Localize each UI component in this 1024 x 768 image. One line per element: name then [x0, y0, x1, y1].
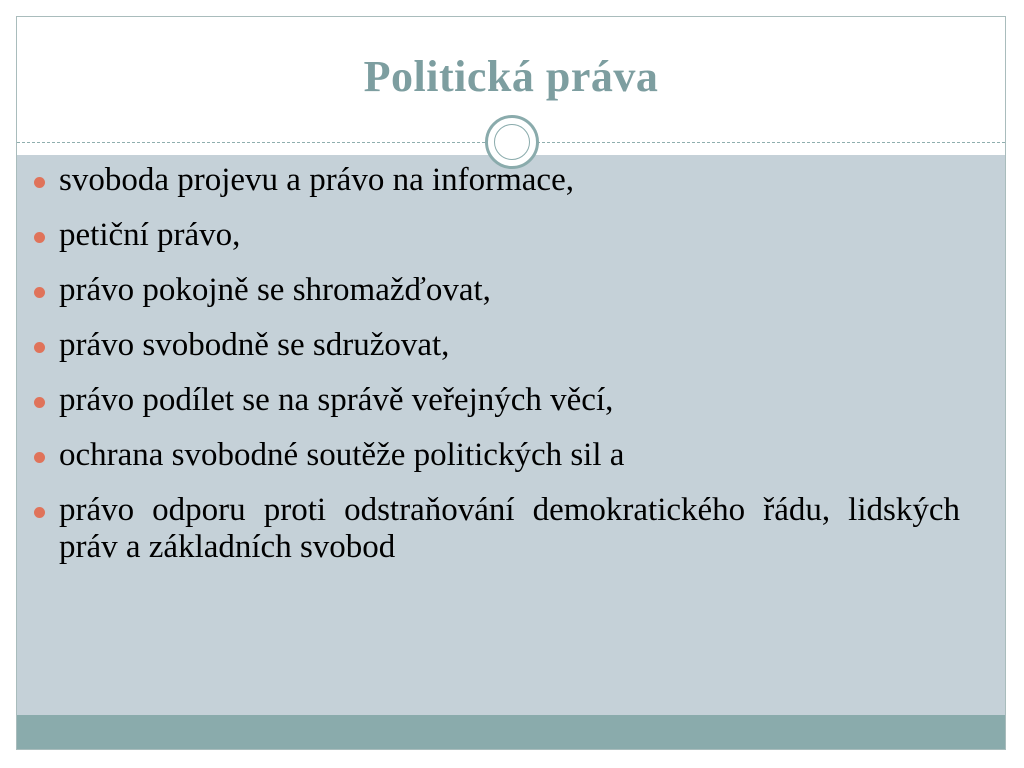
- list-item: [30, 382, 960, 419]
- list-item: [30, 162, 960, 199]
- bullet-dot-icon: [34, 342, 45, 353]
- bullet-dot-icon: [34, 507, 45, 518]
- list-item: [30, 217, 960, 254]
- bullet-list: [30, 162, 960, 584]
- bullet-text: svoboda projevu a právo na informace,: [59, 162, 574, 198]
- bullet-dot-icon: [34, 397, 45, 408]
- bullet-dot-icon: [34, 287, 45, 298]
- decorative-circle-icon: [485, 115, 539, 169]
- slide-title: Politická práva: [363, 52, 659, 101]
- list-item: [30, 437, 960, 474]
- bullet-text: právo svobodně se sdružovat,: [59, 327, 450, 363]
- bullet-dot-icon: [34, 177, 45, 188]
- footer-band: [17, 715, 1005, 750]
- decorative-inner-circle: [494, 124, 530, 160]
- list-item: [30, 272, 960, 309]
- bullet-text: ochrana svobodné soutěže politických sil a: [59, 437, 625, 473]
- list-item: [30, 327, 960, 364]
- list-item: [30, 492, 960, 566]
- bullet-text: právo odporu proti odstraňování demokratického řádu, lidských práv a základních svobod: [59, 492, 960, 565]
- bullet-text: právo podílet se na správě veřejných věcí,: [59, 382, 614, 418]
- bullet-text: petiční právo,: [59, 217, 241, 253]
- bullet-text: právo pokojně se shromažďovat,: [59, 272, 491, 308]
- bullet-dot-icon: [34, 232, 45, 243]
- bullet-dot-icon: [34, 452, 45, 463]
